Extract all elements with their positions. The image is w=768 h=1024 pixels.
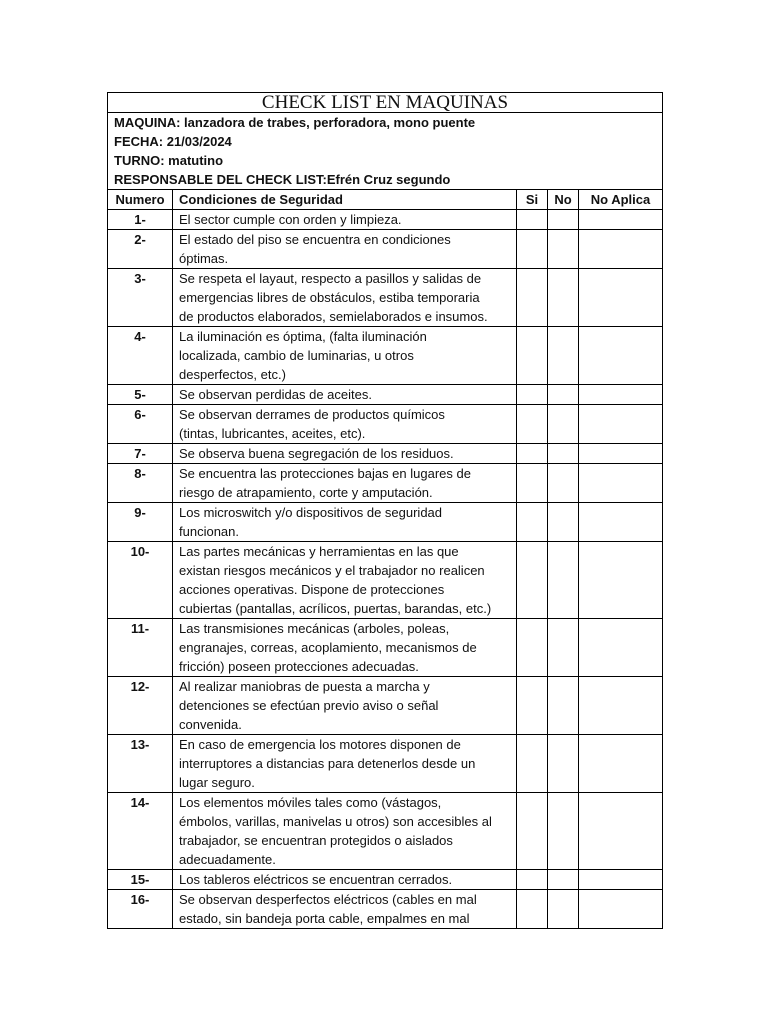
no-aplica-checkbox-cell[interactable] — [579, 327, 663, 385]
no-checkbox-cell[interactable] — [548, 793, 579, 870]
no-checkbox-cell[interactable] — [548, 503, 579, 542]
no-aplica-checkbox-cell[interactable] — [579, 542, 663, 619]
table-row — [108, 890, 663, 929]
si-checkbox-cell[interactable] — [517, 210, 548, 230]
header-no: No — [548, 190, 579, 210]
row-number: 10- — [108, 542, 173, 619]
no-checkbox-cell[interactable] — [548, 619, 579, 677]
si-checkbox-cell[interactable] — [517, 542, 548, 619]
header-si: Si — [517, 190, 548, 210]
row-number: 11- — [108, 619, 173, 677]
no-checkbox-cell[interactable] — [548, 444, 579, 464]
table-row — [108, 405, 663, 444]
condition-line: (tintas, lubricantes, aceites, etc). — [179, 426, 366, 441]
si-checkbox-cell[interactable] — [517, 619, 548, 677]
row-condition — [173, 735, 517, 793]
no-aplica-checkbox-cell[interactable] — [579, 503, 663, 542]
row-number: 4- — [108, 327, 173, 385]
condition-line: En caso de emergencia los motores disponen de — [179, 737, 461, 752]
no-checkbox-cell[interactable] — [548, 735, 579, 793]
table-row — [108, 619, 663, 677]
no-aplica-checkbox-cell[interactable] — [579, 210, 663, 230]
condition-line: Los microswitch y/o dispositivos de seguridad — [179, 505, 443, 520]
no-aplica-checkbox-cell[interactable] — [579, 890, 663, 929]
table-row — [108, 677, 663, 735]
row-condition — [173, 327, 517, 385]
no-checkbox-cell[interactable] — [548, 870, 579, 890]
no-aplica-checkbox-cell[interactable] — [579, 619, 663, 677]
si-checkbox-cell[interactable] — [517, 464, 548, 503]
row-condition — [173, 619, 517, 677]
no-aplica-checkbox-cell[interactable] — [579, 230, 663, 269]
condition-line: engranajes, correas, acoplamiento, mecanismos de — [179, 640, 477, 655]
condition-line: de productos elaborados, semielaborados e insumos. — [179, 309, 488, 324]
no-aplica-checkbox-cell[interactable] — [579, 405, 663, 444]
table-row — [108, 503, 663, 542]
row-number: 6- — [108, 405, 173, 444]
row-condition — [173, 677, 517, 735]
no-aplica-checkbox-cell[interactable] — [579, 793, 663, 870]
condition-line: cubiertas (pantallas, acrílicos, puertas, barandas, etc.) — [179, 601, 492, 616]
row-number: 15- — [108, 870, 173, 890]
si-checkbox-cell[interactable] — [517, 677, 548, 735]
condition-line: convenida. — [179, 717, 242, 732]
si-checkbox-cell[interactable] — [517, 503, 548, 542]
condition-line: emergencias libres de obstáculos, estiba temporaria — [179, 290, 480, 305]
no-checkbox-cell[interactable] — [548, 542, 579, 619]
condition-line: Al realizar maniobras de puesta a marcha y — [179, 679, 430, 694]
no-aplica-checkbox-cell[interactable] — [579, 464, 663, 503]
si-checkbox-cell[interactable] — [517, 793, 548, 870]
info-block — [108, 113, 663, 190]
row-condition — [173, 230, 517, 269]
row-condition — [173, 464, 517, 503]
condition-line: La iluminación es óptima, (falta iluminación — [179, 329, 427, 344]
si-checkbox-cell[interactable] — [517, 890, 548, 929]
condition-line: Se encuentra las protecciones bajas en lugares de — [179, 466, 471, 481]
condition-line: fricción) poseen protecciones adecuadas. — [179, 659, 419, 674]
table-row — [108, 542, 663, 619]
condition-line: desperfectos, etc.) — [179, 367, 286, 382]
row-condition — [173, 542, 517, 619]
header-numero: Numero — [108, 190, 173, 210]
row-condition — [173, 444, 517, 464]
row-number: 12- — [108, 677, 173, 735]
document-title: CHECK LIST EN MAQUINAS — [108, 93, 663, 113]
table-row — [108, 870, 663, 890]
no-checkbox-cell[interactable] — [548, 327, 579, 385]
no-checkbox-cell[interactable] — [548, 269, 579, 327]
condition-line: lugar seguro. — [179, 775, 255, 790]
row-number: 7- — [108, 444, 173, 464]
row-number: 13- — [108, 735, 173, 793]
no-checkbox-cell[interactable] — [548, 405, 579, 444]
row-number: 14- — [108, 793, 173, 870]
condition-line: óptimas. — [179, 251, 229, 266]
condition-line: Se observa buena segregación de los residuos. — [179, 446, 454, 461]
row-number: 5- — [108, 385, 173, 405]
condition-line: estado, sin bandeja porta cable, empalmes en mal — [179, 911, 470, 926]
si-checkbox-cell[interactable] — [517, 269, 548, 327]
date-info: FECHA: 21/03/2024 — [114, 134, 232, 149]
condition-line: El estado del piso se encuentra en condiciones — [179, 232, 451, 247]
no-checkbox-cell[interactable] — [548, 230, 579, 269]
row-condition — [173, 793, 517, 870]
si-checkbox-cell[interactable] — [517, 444, 548, 464]
si-checkbox-cell[interactable] — [517, 735, 548, 793]
si-checkbox-cell[interactable] — [517, 405, 548, 444]
row-number: 9- — [108, 503, 173, 542]
row-condition — [173, 870, 517, 890]
no-checkbox-cell[interactable] — [548, 385, 579, 405]
title-row — [108, 93, 663, 113]
no-aplica-checkbox-cell[interactable] — [579, 677, 663, 735]
condition-line: acciones operativas. Dispone de protecciones — [179, 582, 445, 597]
condition-line: funcionan. — [179, 524, 239, 539]
row-condition — [173, 269, 517, 327]
no-aplica-checkbox-cell[interactable] — [579, 385, 663, 405]
checklist-table — [107, 92, 663, 929]
table-row — [108, 230, 663, 269]
condition-line: Las transmisiones mecánicas (arboles, poleas, — [179, 621, 450, 636]
no-aplica-checkbox-cell[interactable] — [579, 870, 663, 890]
condition-line: adecuadamente. — [179, 852, 276, 867]
no-checkbox-cell[interactable] — [548, 677, 579, 735]
table-row — [108, 210, 663, 230]
row-number: 1- — [108, 210, 173, 230]
condition-line: Se observan desperfectos eléctricos (cables en mal — [179, 892, 477, 907]
table-row — [108, 269, 663, 327]
no-aplica-checkbox-cell[interactable] — [579, 269, 663, 327]
header-no-aplica: No Aplica — [579, 190, 663, 210]
condition-line: Se respeta el layaut, respecto a pasillos y salidas de — [179, 271, 482, 286]
condition-line: Se observan derrames de productos químicos — [179, 407, 445, 422]
row-condition — [173, 210, 517, 230]
condition-line: Los elementos móviles tales como (vástagos, — [179, 795, 442, 810]
table-row — [108, 793, 663, 870]
table-row — [108, 735, 663, 793]
si-checkbox-cell[interactable] — [517, 870, 548, 890]
condition-line: émbolos, varillas, manivelas u otros) son accesibles al — [179, 814, 492, 829]
info-row — [108, 113, 663, 190]
condition-line: detenciones se efectúan previo aviso o señal — [179, 698, 439, 713]
condition-line: riesgo de atrapamiento, corte y amputación. — [179, 485, 433, 500]
no-checkbox-cell[interactable] — [548, 210, 579, 230]
table-row — [108, 464, 663, 503]
shift-info: TURNO: matutino — [114, 153, 224, 168]
si-checkbox-cell[interactable] — [517, 327, 548, 385]
header-row — [108, 190, 663, 210]
condition-line: El sector cumple con orden y limpieza. — [179, 212, 402, 227]
row-condition — [173, 405, 517, 444]
si-checkbox-cell[interactable] — [517, 385, 548, 405]
row-number: 16- — [108, 890, 173, 929]
row-condition — [173, 385, 517, 405]
table-row — [108, 385, 663, 405]
row-number: 3- — [108, 269, 173, 327]
row-number: 2- — [108, 230, 173, 269]
table-row — [108, 327, 663, 385]
responsible-info: RESPONSABLE DEL CHECK LIST:Efrén Cruz segundo — [114, 172, 451, 187]
table-row — [108, 444, 663, 464]
row-number: 8- — [108, 464, 173, 503]
no-aplica-checkbox-cell[interactable] — [579, 444, 663, 464]
row-condition — [173, 503, 517, 542]
machine-info: MAQUINA: lanzadora de trabes, perforadora, mono puente — [114, 115, 476, 130]
condition-line: existan riesgos mecánicos y el trabajador no realicen — [179, 563, 485, 578]
header-condiciones: Condiciones de Seguridad — [173, 190, 517, 210]
no-checkbox-cell[interactable] — [548, 890, 579, 929]
row-condition — [173, 890, 517, 929]
si-checkbox-cell[interactable] — [517, 230, 548, 269]
no-checkbox-cell[interactable] — [548, 464, 579, 503]
no-aplica-checkbox-cell[interactable] — [579, 735, 663, 793]
condition-line: Los tableros eléctricos se encuentran cerrados. — [179, 872, 453, 887]
condition-line: Se observan perdidas de aceites. — [179, 387, 372, 402]
condition-line: Las partes mecánicas y herramientas en las que — [179, 544, 459, 559]
condition-line: localizada, cambio de luminarias, u otros — [179, 348, 414, 363]
condition-line: trabajador, se encuentran protegidos o aislados — [179, 833, 453, 848]
condition-line: interruptores a distancias para detenerlos desde un — [179, 756, 476, 771]
